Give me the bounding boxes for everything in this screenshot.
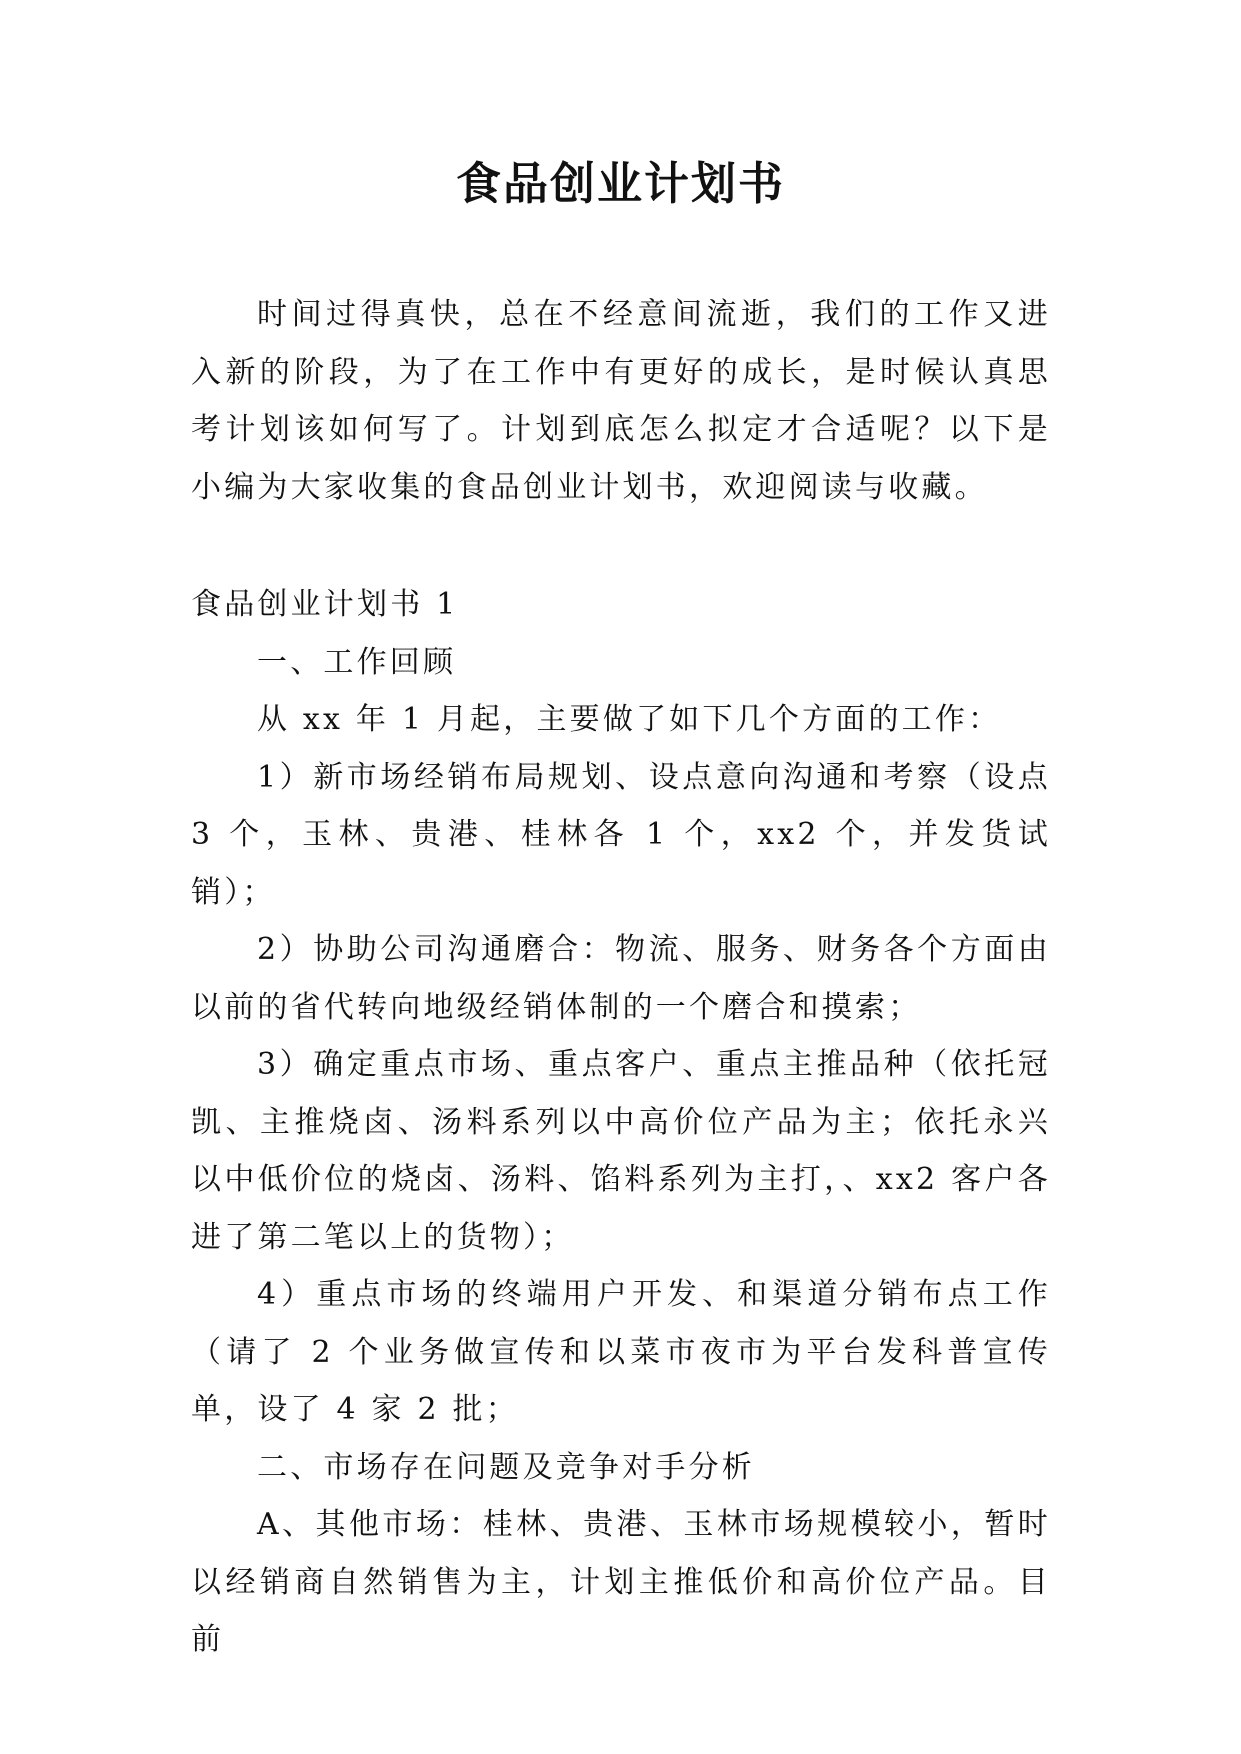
- intro-paragraph: 时间过得真快，总在不经意间流逝，我们的工作又进入新的阶段，为了在工作中有更好的成长，是时候认真思考计划该如何写了。计划到底怎么拟定才合适呢？以下是小编为大家收集的食品创业计划书，欢迎阅读与收藏。: [191, 297, 1051, 505]
- paragraph-work-review: 一、工作回顾: [257, 644, 457, 680]
- section-1: [191, 576, 1051, 1669]
- paragraph-market-problems: 二、市场存在问题及竞争对手分析: [257, 1449, 755, 1485]
- paragraph-other-markets: A、其他市场：桂林、贵港、玉林市场规模较小，暂时以经销商自然销售为主，计划主推低价和高价位产品。目前: [191, 1507, 1051, 1657]
- section-heading: 食品创业计划书 1: [191, 587, 459, 622]
- document-title: 食品创业计划书: [455, 157, 785, 210]
- paragraph-item-4: 4）重点市场的终端用户开发、和渠道分销布点工作（请了 2 个业务做宣传和以菜市夜市为平台发科普宣传单，设了 4 家 2 批；: [191, 1277, 1051, 1427]
- paragraph-item-2: 2）协助公司沟通磨合：物流、服务、财务各个方面由以前的省代转向地级经销体制的一个磨合和摸索；: [191, 932, 1051, 1025]
- paragraph-item-1: 1）新市场经销布局规划、设点意向沟通和考察（设点 3 个，玉林、贵港、桂林各 1 个，xx2 个，并发货试销）；: [191, 759, 1051, 910]
- paragraph-work-since: 从 xx 年 1 月起，主要做了如下几个方面的工作：: [257, 702, 1002, 737]
- paragraph-item-3: 3）确定重点市场、重点客户、重点主推品种（依托冠凯、主推烧卤、汤料系列以中高价位产品为主；依托永兴以中低价位的烧卤、汤料、馅料系列为主打，、xx2 客户各进了第二笔以上的货物）；: [191, 1047, 1051, 1255]
